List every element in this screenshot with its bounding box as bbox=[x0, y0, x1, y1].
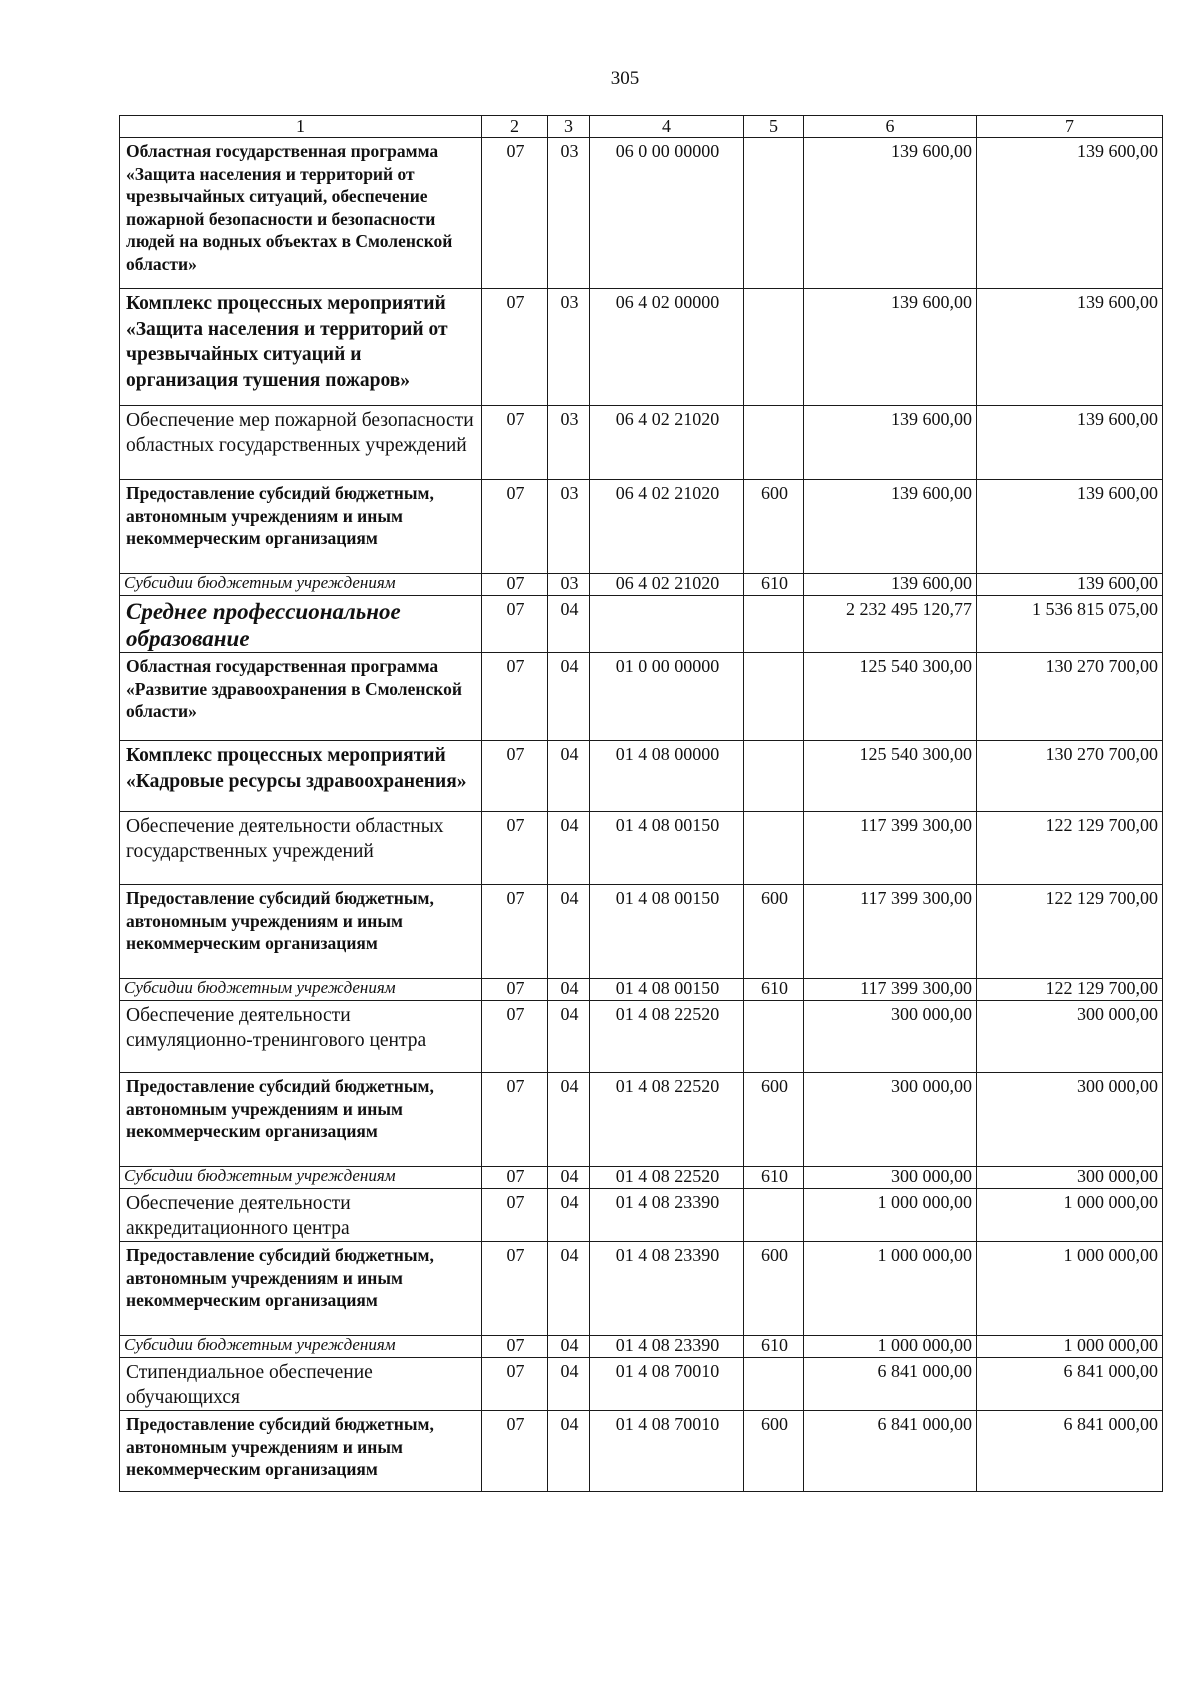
row-section-code: 07 bbox=[482, 289, 548, 406]
table-row bbox=[120, 574, 1163, 596]
table-row bbox=[120, 1001, 1163, 1073]
row-subsection-code: 04 bbox=[548, 812, 590, 885]
row-section-code: 07 bbox=[482, 596, 548, 653]
table-row bbox=[120, 1411, 1163, 1492]
row-target-article: 01 4 08 70010 bbox=[590, 1411, 744, 1492]
table-row bbox=[120, 406, 1163, 480]
row-amount-year-1: 300 000,00 bbox=[804, 1001, 977, 1073]
row-section-code: 07 bbox=[482, 406, 548, 480]
row-amount-year-2: 1 000 000,00 bbox=[977, 1336, 1163, 1358]
row-subsection-code: 04 bbox=[548, 1073, 590, 1167]
row-amount-year-1: 139 600,00 bbox=[804, 138, 977, 289]
row-amount-year-2: 6 841 000,00 bbox=[977, 1411, 1163, 1492]
row-amount-year-2: 1 000 000,00 bbox=[977, 1242, 1163, 1336]
row-amount-year-2: 139 600,00 bbox=[977, 406, 1163, 480]
row-amount-year-1: 1 000 000,00 bbox=[804, 1336, 977, 1358]
row-name: Комплекс процессных мероприятий «Кадровые ресурсы здравоохранения» bbox=[120, 741, 482, 812]
row-expense-type: 610 bbox=[744, 1167, 804, 1189]
row-expense-type bbox=[744, 1189, 804, 1242]
table-row bbox=[120, 1336, 1163, 1358]
row-subsection-code: 03 bbox=[548, 480, 590, 574]
row-target-article: 06 4 02 21020 bbox=[590, 480, 744, 574]
row-expense-type: 600 bbox=[744, 885, 804, 979]
row-expense-type: 600 bbox=[744, 1242, 804, 1336]
table-row bbox=[120, 480, 1163, 574]
row-section-code: 07 bbox=[482, 480, 548, 574]
row-name: Областная государственная программа «Развитие здравоохранения в Смоленской области» bbox=[120, 653, 482, 741]
row-subsection-code: 04 bbox=[548, 1242, 590, 1336]
table-row bbox=[120, 979, 1163, 1001]
table-row bbox=[120, 653, 1163, 741]
row-amount-year-1: 117 399 300,00 bbox=[804, 979, 977, 1001]
row-subsection-code: 04 bbox=[548, 979, 590, 1001]
row-target-article: 01 4 08 70010 bbox=[590, 1358, 744, 1411]
table-row bbox=[120, 1242, 1163, 1336]
row-expense-type bbox=[744, 812, 804, 885]
row-target-article: 01 0 00 00000 bbox=[590, 653, 744, 741]
row-amount-year-2: 122 129 700,00 bbox=[977, 812, 1163, 885]
row-target-article: 06 0 00 00000 bbox=[590, 138, 744, 289]
row-expense-type bbox=[744, 138, 804, 289]
row-subsection-code: 04 bbox=[548, 885, 590, 979]
row-name: Субсидии бюджетным учреждениям bbox=[120, 574, 482, 596]
row-amount-year-2: 6 841 000,00 bbox=[977, 1358, 1163, 1411]
table-row bbox=[120, 1167, 1163, 1189]
table-row bbox=[120, 138, 1163, 289]
column-header-5: 5 bbox=[744, 116, 804, 138]
row-target-article: 06 4 02 21020 bbox=[590, 406, 744, 480]
row-expense-type bbox=[744, 741, 804, 812]
row-target-article: 01 4 08 22520 bbox=[590, 1073, 744, 1167]
row-expense-type bbox=[744, 406, 804, 480]
row-name: Предоставление субсидий бюджетным, автономным учреждениям и иным некоммерческим организациям bbox=[120, 1073, 482, 1167]
row-section-code: 07 bbox=[482, 653, 548, 741]
row-amount-year-2: 139 600,00 bbox=[977, 480, 1163, 574]
row-amount-year-2: 122 129 700,00 bbox=[977, 979, 1163, 1001]
row-subsection-code: 04 bbox=[548, 741, 590, 812]
page-number: 305 bbox=[610, 68, 640, 89]
row-expense-type bbox=[744, 289, 804, 406]
table-row bbox=[120, 1073, 1163, 1167]
row-amount-year-2: 300 000,00 bbox=[977, 1073, 1163, 1167]
row-section-code: 07 bbox=[482, 1073, 548, 1167]
row-name: Предоставление субсидий бюджетным, автономным учреждениям и иным некоммерческим организациям bbox=[120, 1411, 482, 1492]
table-row bbox=[120, 289, 1163, 406]
row-name: Обеспечение мер пожарной безопасности областных государственных учреждений bbox=[120, 406, 482, 480]
table-row bbox=[120, 885, 1163, 979]
row-section-code: 07 bbox=[482, 1358, 548, 1411]
row-section-code: 07 bbox=[482, 1189, 548, 1242]
row-amount-year-1: 117 399 300,00 bbox=[804, 885, 977, 979]
row-amount-year-1: 2 232 495 120,77 bbox=[804, 596, 977, 653]
row-expense-type bbox=[744, 1001, 804, 1073]
column-header-7: 7 bbox=[977, 116, 1163, 138]
row-subsection-code: 03 bbox=[548, 289, 590, 406]
row-target-article: 01 4 08 00000 bbox=[590, 741, 744, 812]
table-row bbox=[120, 741, 1163, 812]
row-amount-year-1: 139 600,00 bbox=[804, 574, 977, 596]
row-name: Субсидии бюджетным учреждениям bbox=[120, 1167, 482, 1189]
row-target-article: 01 4 08 00150 bbox=[590, 979, 744, 1001]
column-header-6: 6 bbox=[804, 116, 977, 138]
row-section-code: 07 bbox=[482, 138, 548, 289]
row-subsection-code: 03 bbox=[548, 406, 590, 480]
row-name: Субсидии бюджетным учреждениям bbox=[120, 1336, 482, 1358]
row-expense-type bbox=[744, 653, 804, 741]
row-target-article: 01 4 08 00150 bbox=[590, 885, 744, 979]
row-target-article: 06 4 02 21020 bbox=[590, 574, 744, 596]
row-name: Комплекс процессных мероприятий «Защита населения и территорий от чрезвычайных ситуаций и организация тушения пожаров» bbox=[120, 289, 482, 406]
row-section-code: 07 bbox=[482, 812, 548, 885]
row-amount-year-1: 139 600,00 bbox=[804, 289, 977, 406]
row-subsection-code: 04 bbox=[548, 1167, 590, 1189]
row-expense-type: 610 bbox=[744, 979, 804, 1001]
row-amount-year-1: 6 841 000,00 bbox=[804, 1411, 977, 1492]
row-amount-year-2: 130 270 700,00 bbox=[977, 653, 1163, 741]
row-amount-year-2: 139 600,00 bbox=[977, 138, 1163, 289]
row-name: Предоставление субсидий бюджетным, автономным учреждениям и иным некоммерческим организациям bbox=[120, 480, 482, 574]
row-name: Обеспечение деятельности аккредитационного центра bbox=[120, 1189, 482, 1242]
row-amount-year-1: 1 000 000,00 bbox=[804, 1242, 977, 1336]
row-expense-type: 610 bbox=[744, 1336, 804, 1358]
row-amount-year-2: 1 000 000,00 bbox=[977, 1189, 1163, 1242]
table-row bbox=[120, 1189, 1163, 1242]
table-row bbox=[120, 596, 1163, 653]
row-target-article: 01 4 08 23390 bbox=[590, 1242, 744, 1336]
row-name: Областная государственная программа «Защита населения и территорий от чрезвычайных ситуаций, обеспечение пожарной безопасности и безопасности людей на водных объектах в Смоленской области» bbox=[120, 138, 482, 289]
row-amount-year-1: 139 600,00 bbox=[804, 480, 977, 574]
row-subsection-code: 04 bbox=[548, 1189, 590, 1242]
row-amount-year-1: 139 600,00 bbox=[804, 406, 977, 480]
row-subsection-code: 04 bbox=[548, 1358, 590, 1411]
budget-table-body bbox=[120, 116, 1163, 1492]
column-header-2: 2 bbox=[482, 116, 548, 138]
table-row bbox=[120, 1358, 1163, 1411]
row-name: Стипендиальное обеспечение обучающихся bbox=[120, 1358, 482, 1411]
row-expense-type: 610 bbox=[744, 574, 804, 596]
row-subsection-code: 04 bbox=[548, 653, 590, 741]
row-section-code: 07 bbox=[482, 574, 548, 596]
row-section-code: 07 bbox=[482, 741, 548, 812]
row-expense-type bbox=[744, 1358, 804, 1411]
row-section-code: 07 bbox=[482, 1001, 548, 1073]
row-target-article: 01 4 08 00150 bbox=[590, 812, 744, 885]
row-amount-year-1: 125 540 300,00 bbox=[804, 653, 977, 741]
row-expense-type bbox=[744, 596, 804, 653]
row-target-article: 01 4 08 23390 bbox=[590, 1189, 744, 1242]
row-section-code: 07 bbox=[482, 1167, 548, 1189]
row-name: Обеспечение деятельности областных государственных учреждений bbox=[120, 812, 482, 885]
row-expense-type: 600 bbox=[744, 1073, 804, 1167]
row-subsection-code: 04 bbox=[548, 1411, 590, 1492]
row-amount-year-1: 125 540 300,00 bbox=[804, 741, 977, 812]
row-amount-year-1: 300 000,00 bbox=[804, 1073, 977, 1167]
row-amount-year-2: 139 600,00 bbox=[977, 289, 1163, 406]
row-amount-year-1: 117 399 300,00 bbox=[804, 812, 977, 885]
row-target-article: 01 4 08 23390 bbox=[590, 1336, 744, 1358]
row-section-code: 07 bbox=[482, 1411, 548, 1492]
row-amount-year-2: 139 600,00 bbox=[977, 574, 1163, 596]
row-amount-year-2: 300 000,00 bbox=[977, 1001, 1163, 1073]
row-expense-type: 600 bbox=[744, 1411, 804, 1492]
row-name: Среднее профессиональное образование bbox=[120, 596, 482, 653]
row-target-article bbox=[590, 596, 744, 653]
row-subsection-code: 04 bbox=[548, 596, 590, 653]
row-name: Обеспечение деятельности симуляционно-тренингового центра bbox=[120, 1001, 482, 1073]
row-subsection-code: 03 bbox=[548, 574, 590, 596]
row-name: Предоставление субсидий бюджетным, автономным учреждениям и иным некоммерческим организациям bbox=[120, 885, 482, 979]
row-amount-year-1: 6 841 000,00 bbox=[804, 1358, 977, 1411]
row-name: Предоставление субсидий бюджетным, автономным учреждениям и иным некоммерческим организациям bbox=[120, 1242, 482, 1336]
row-target-article: 06 4 02 00000 bbox=[590, 289, 744, 406]
budget-table bbox=[119, 115, 1163, 1492]
row-subsection-code: 03 bbox=[548, 138, 590, 289]
row-subsection-code: 04 bbox=[548, 1336, 590, 1358]
row-amount-year-2: 122 129 700,00 bbox=[977, 885, 1163, 979]
row-amount-year-2: 130 270 700,00 bbox=[977, 741, 1163, 812]
row-section-code: 07 bbox=[482, 1336, 548, 1358]
column-header-3: 3 bbox=[548, 116, 590, 138]
column-header-4: 4 bbox=[590, 116, 744, 138]
row-name: Субсидии бюджетным учреждениям bbox=[120, 979, 482, 1001]
row-amount-year-2: 1 536 815 075,00 bbox=[977, 596, 1163, 653]
row-amount-year-1: 300 000,00 bbox=[804, 1167, 977, 1189]
row-subsection-code: 04 bbox=[548, 1001, 590, 1073]
row-section-code: 07 bbox=[482, 1242, 548, 1336]
row-target-article: 01 4 08 22520 bbox=[590, 1001, 744, 1073]
row-section-code: 07 bbox=[482, 885, 548, 979]
row-section-code: 07 bbox=[482, 979, 548, 1001]
row-target-article: 01 4 08 22520 bbox=[590, 1167, 744, 1189]
row-expense-type: 600 bbox=[744, 480, 804, 574]
column-number-header-row bbox=[120, 116, 1163, 138]
row-amount-year-1: 1 000 000,00 bbox=[804, 1189, 977, 1242]
table-row bbox=[120, 812, 1163, 885]
row-amount-year-2: 300 000,00 bbox=[977, 1167, 1163, 1189]
column-header-1: 1 bbox=[120, 116, 482, 138]
